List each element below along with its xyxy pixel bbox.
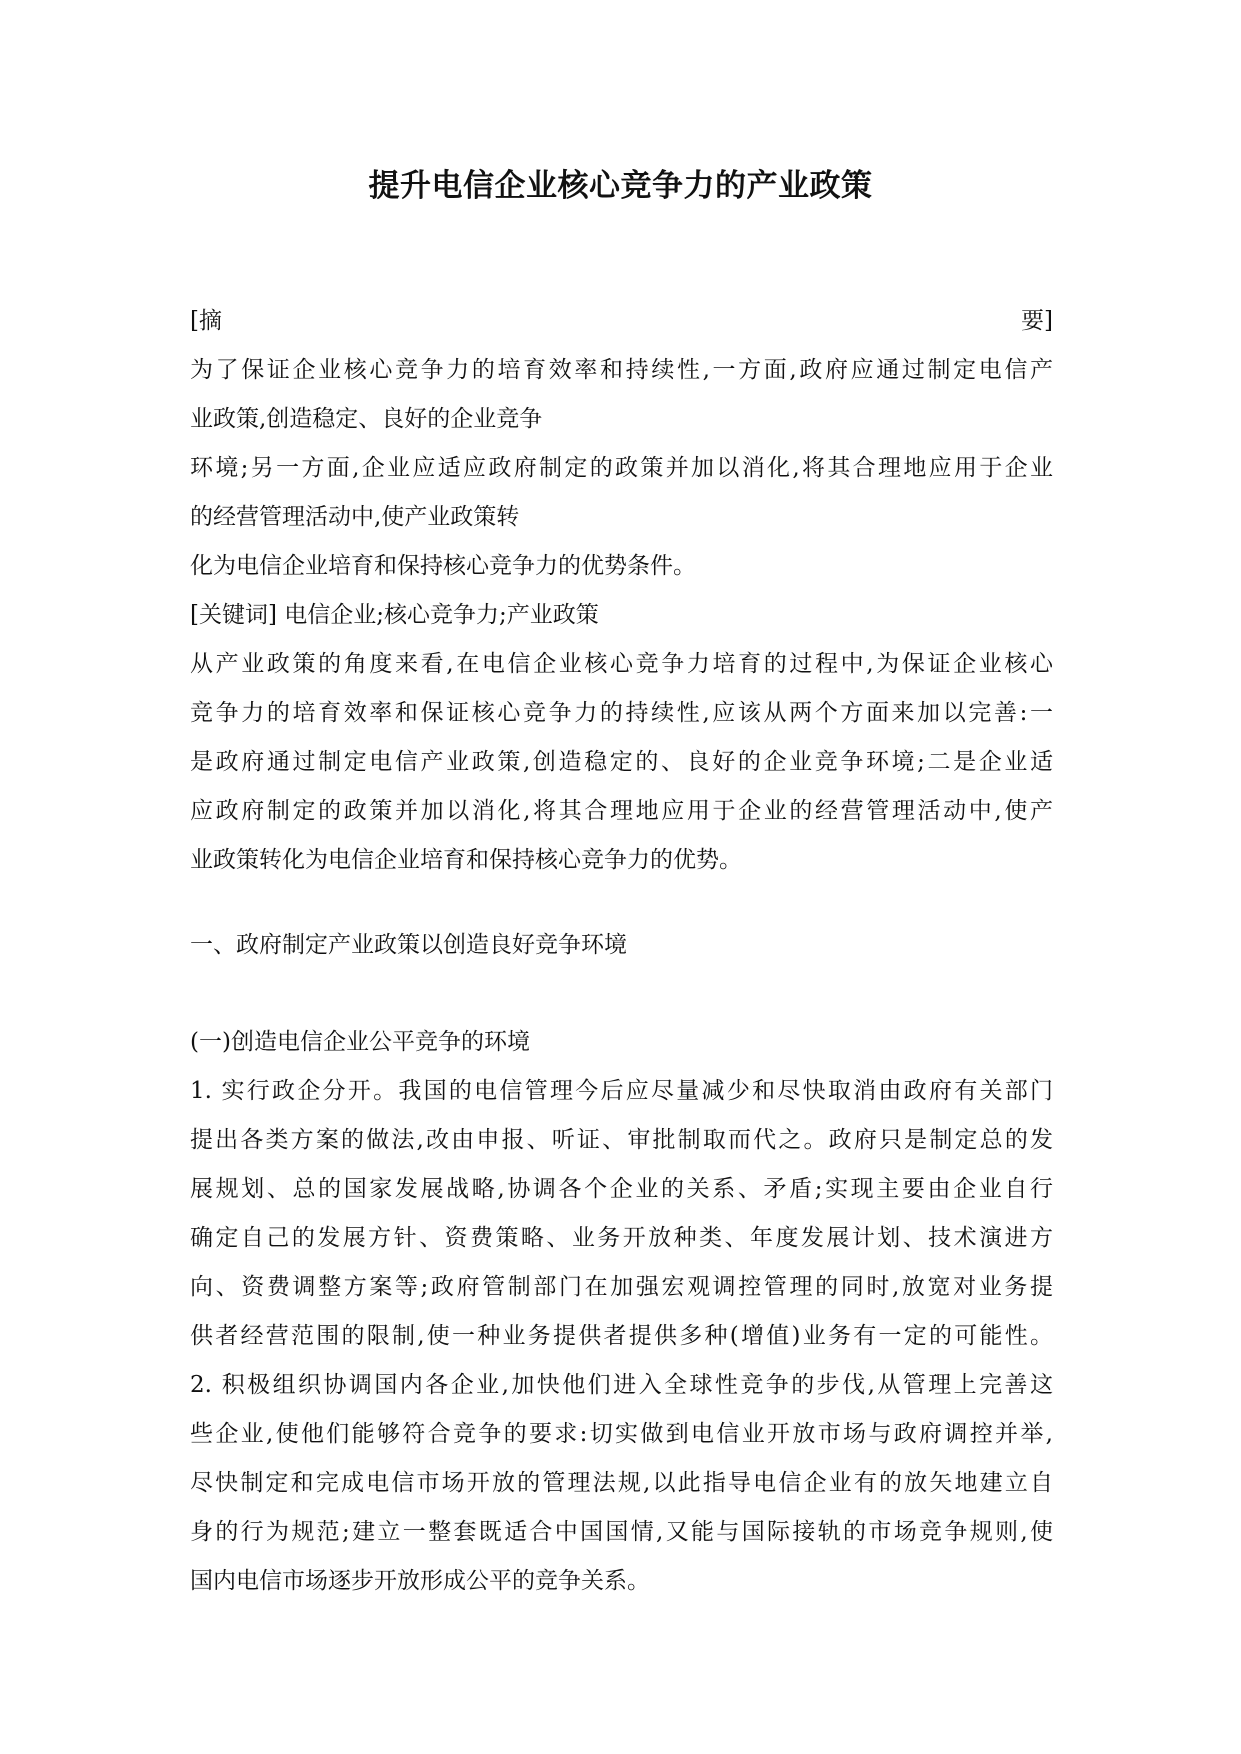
intro-line: 应政府制定的政策并加以消化,将其合理地应用于企业的经营管理活动中,使产 xyxy=(190,798,1053,824)
item-1-line: 向、资费调整方案等;政府管制部门在加强宏观调控管理的同时,放宽对业务提 xyxy=(190,1274,1053,1300)
document-title: 提升电信企业核心竞争力的产业政策 xyxy=(368,168,873,204)
intro-line: 竞争力的培育效率和保证核心竞争力的持续性,应该从两个方面来加以完善:一 xyxy=(190,700,1053,726)
abstract-label-open: [摘 xyxy=(190,308,222,334)
item-2-line: 尽快制定和完成电信市场开放的管理法规,以此指导电信企业有的放矢地建立自 xyxy=(190,1470,1053,1496)
abstract-line: 化为电信企业培育和保持核心竞争力的优势条件。 xyxy=(190,553,696,579)
section-heading: 一、政府制定产业政策以创造良好竞争环境 xyxy=(190,932,627,958)
abstract-label-close: 要] xyxy=(1021,308,1053,334)
intro-paragraph xyxy=(190,640,1053,885)
abstract-line: 业政策,创造稳定、良好的企业竞争 xyxy=(190,406,543,432)
intro-line: 业政策转化为电信企业培育和保持核心竞争力的优势。 xyxy=(190,847,742,873)
abstract-line: 为了保证企业核心竞争力的培育效率和持续性,一方面,政府应通过制定电信产 xyxy=(190,357,1053,383)
abstract-line: 环境;另一方面,企业应适应政府制定的政策并加以消化,将其合理地应用于企业 xyxy=(190,455,1053,481)
item-2-line: 国内电信市场逐步开放形成公平的竞争关系。 xyxy=(190,1568,650,1594)
abstract-line: 的经营管理活动中,使产业政策转 xyxy=(190,504,520,530)
item-1-line: 提出各类方案的做法,改由申报、听证、审批制取而代之。政府只是制定总的发 xyxy=(190,1127,1053,1153)
item-1-line: 供者经营范围的限制,使一种业务提供者提供多种(增值)业务有一定的可能性。 xyxy=(190,1323,1053,1349)
abstract-body xyxy=(190,346,1053,640)
item-2-paragraph xyxy=(190,1361,1053,1606)
item-1-paragraph xyxy=(190,1067,1053,1361)
item-1-line: 确定自己的发展方针、资费策略、业务开放种类、年度发展计划、技术演进方 xyxy=(190,1225,1053,1251)
intro-line: 从产业政策的角度来看,在电信企业核心竞争力培育的过程中,为保证企业核心 xyxy=(190,651,1053,677)
item-1-line: 1. 实行政企分开。我国的电信管理今后应尽量减少和尽快取消由政府有关部门 xyxy=(190,1078,1053,1104)
keywords-line: [关键词] 电信企业;核心竞争力;产业政策 xyxy=(190,602,599,628)
item-1-line: 展规划、总的国家发展战略,协调各个企业的关系、矛盾;实现主要由企业自行 xyxy=(190,1176,1053,1202)
subsection-heading: (一)创造电信企业公平竞争的环境 xyxy=(190,1029,530,1055)
item-2-line: 些企业,使他们能够符合竞争的要求:切实做到电信业开放市场与政府调控并举, xyxy=(190,1421,1053,1447)
item-2-line: 身的行为规范;建立一整套既适合中国国情,又能与国际接轨的市场竞争规则,使 xyxy=(190,1519,1053,1545)
intro-line: 是政府通过制定电信产业政策,创造稳定的、良好的企业竞争环境;二是企业适 xyxy=(190,749,1053,775)
item-2-line: 2. 积极组织协调国内各企业,加快他们进入全球性竞争的步伐,从管理上完善这 xyxy=(190,1372,1053,1398)
abstract-label xyxy=(190,297,1053,346)
